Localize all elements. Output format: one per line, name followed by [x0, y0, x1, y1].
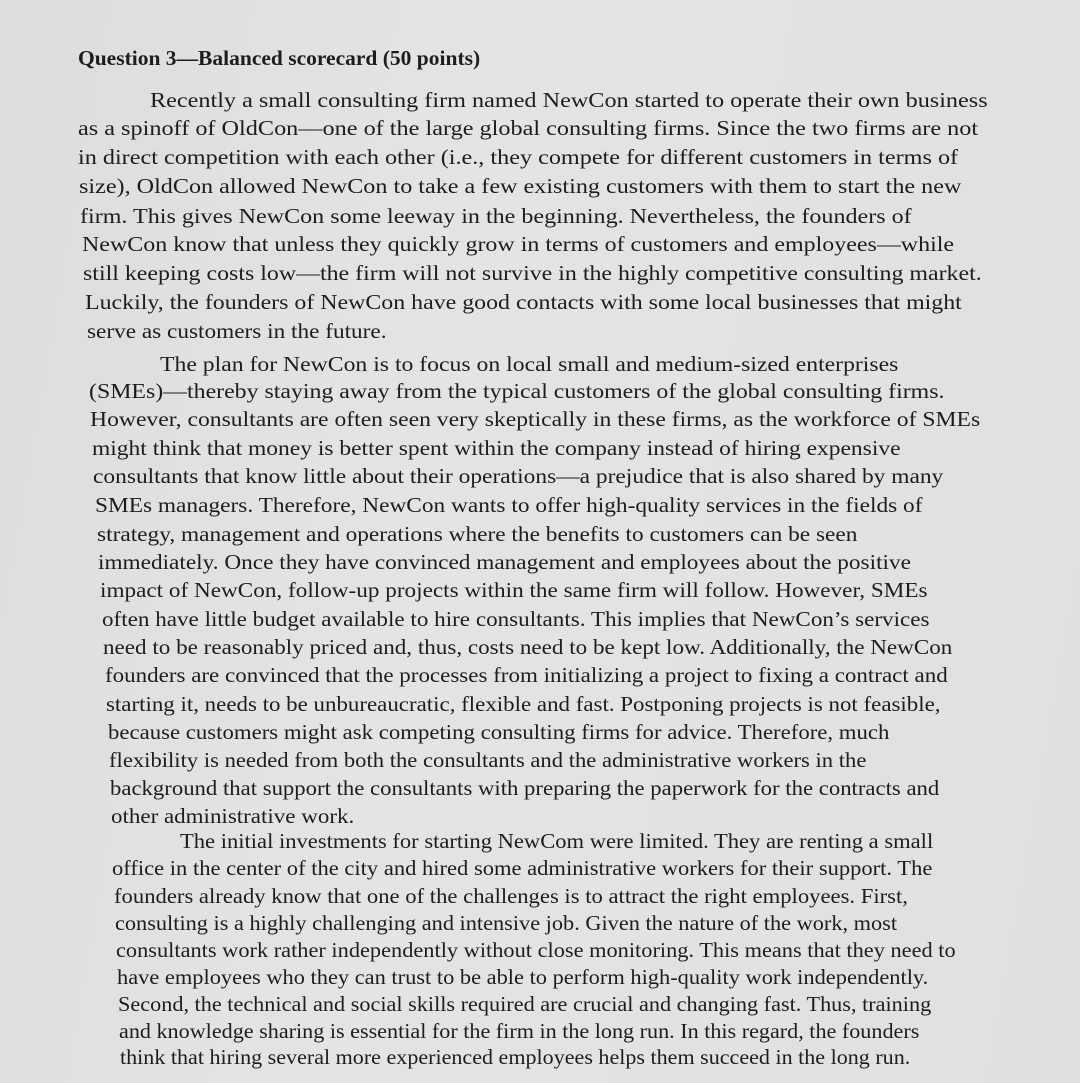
text-line: firm. This gives NewCon some leeway in the beginning. Nevertheless, the founders of — [80, 204, 912, 228]
text-line: consultants that know little about their operations—a prejudice that is also shared by many — [93, 464, 944, 488]
text-line: Second, the technical and social skills required are crucial and changing fast. Thus, training — [118, 992, 932, 1016]
text-line: think that hiring several more experienced employees helps them succeed in the long run. — [120, 1045, 911, 1069]
text-line: immediately. Once they have convinced management and employees about the positive — [98, 550, 911, 574]
text-line: strategy, management and operations where the benefits to customers can be seen — [97, 522, 858, 546]
text-line: because customers might ask competing consulting firms for advice. Therefore, much — [108, 720, 890, 744]
text-line: The initial investments for starting NewCom were limited. They are renting a small — [180, 829, 934, 853]
text-line: office in the center of the city and hired some administrative workers for their support. The — [112, 856, 933, 880]
text-line: The plan for NewCon is to focus on local small and medium-sized enterprises — [160, 352, 899, 376]
text-line: might think that money is better spent within the company instead of hiring expensive — [92, 436, 901, 460]
text-line: consultants work rather independently without close monitoring. This means that they need to — [116, 938, 956, 962]
text-line: size), OldCon allowed NewCon to take a few existing customers with them to start the new — [79, 174, 962, 198]
text-line: have employees who they can trust to be able to perform high-quality work independently. — [117, 965, 929, 989]
text-line: in direct competition with each other (i.e., they compete for different customers in terms of — [78, 145, 959, 169]
text-line: and knowledge sharing is essential for the firm in the long run. In this regard, the founders — [119, 1019, 920, 1043]
text-line: need to be reasonably priced and, thus, costs need to be kept low. Additionally, the NewCon — [103, 635, 953, 659]
text-line: SMEs managers. Therefore, NewCon wants to offer high-quality services in the fields of — [95, 493, 923, 517]
text-line: starting it, needs to be unbureaucratic, flexible and fast. Postponing projects is not feasible, — [106, 692, 941, 716]
text-line: flexibility is needed from both the consultants and the administrative workers in the — [109, 748, 867, 772]
text-line: consulting is a highly challenging and intensive job. Given the nature of the work, most — [115, 911, 898, 935]
text-line: serve as customers in the future. — [87, 319, 387, 343]
text-line: founders are convinced that the processes from initializing a project to fixing a contract and — [105, 663, 948, 687]
text-line: Luckily, the founders of NewCon have good contacts with some local businesses that might — [85, 290, 962, 314]
text-line: still keeping costs low—the firm will not survive in the highly competitive consulting market. — [83, 261, 982, 285]
text-line: However, consultants are often seen very skeptically in these firms, as the workforce of SMEs — [90, 407, 981, 431]
text-line: often have little budget available to hire consultants. This implies that NewCon’s services — [102, 607, 930, 631]
text-line: impact of NewCon, follow-up projects within the same firm will follow. However, SMEs — [100, 578, 928, 602]
text-line: background that support the consultants with preparing the paperwork for the contracts and — [110, 776, 940, 800]
text-line: founders already know that one of the challenges is to attract the right employees. First, — [114, 884, 908, 908]
text-line: Recently a small consulting firm named NewCon started to operate their own business — [150, 88, 988, 112]
question-title: Question 3—Balanced scorecard (50 points) — [78, 46, 481, 70]
text-line: other administrative work. — [111, 804, 355, 828]
text-line: as a spinoff of OldCon—one of the large global consulting firms. Since the two firms are not — [78, 116, 979, 140]
text-line: (SMEs)—thereby staying away from the typical customers of the global consulting firms. — [89, 379, 945, 403]
text-line: NewCon know that unless they quickly grow in terms of customers and employees—while — [82, 232, 955, 256]
